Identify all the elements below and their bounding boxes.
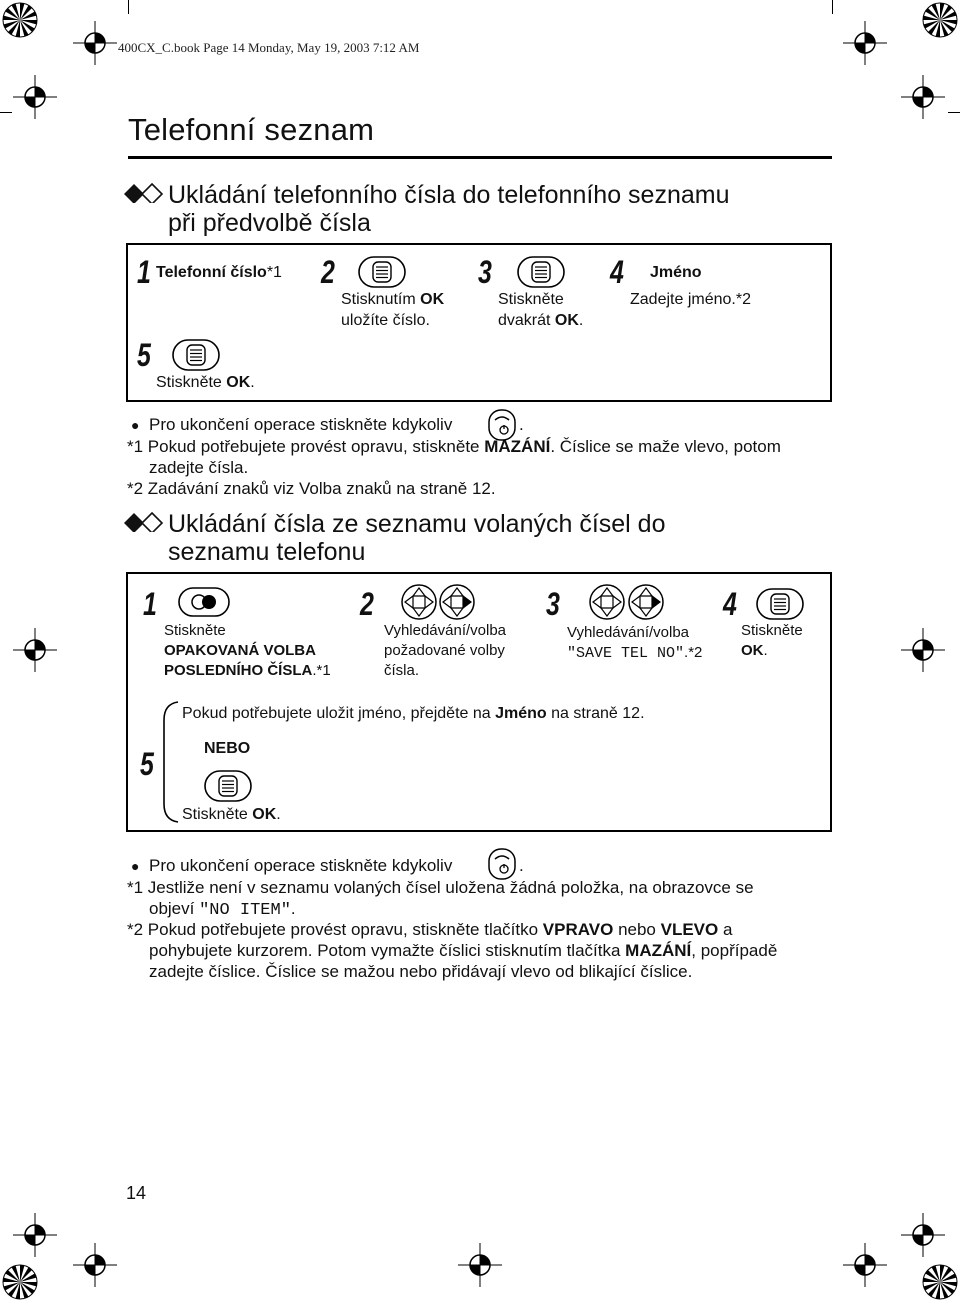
crosshair-registration-mark <box>840 18 890 68</box>
page-title: Telefonní seznam <box>128 112 375 147</box>
redial-key-icon <box>178 587 232 619</box>
sunburst-registration-mark <box>0 1262 40 1302</box>
section2-note-2: *2 Pokud potřebujete provést opravu, stiskněte tlačítko VPRAVO nebo VLEVO a <box>127 920 733 939</box>
section2-note-2-line3: zadejte číslice. Číslice se mažou nebo přidávají vlevo od blikající číslice. <box>149 962 693 981</box>
crosshair-registration-mark <box>840 1240 890 1290</box>
section2-note-1-line2: objeví "NO ITEM". <box>149 899 296 920</box>
section1-title-line2: při předvolbě čísla <box>168 209 371 237</box>
step-number: 1 <box>143 586 157 622</box>
section2-title-line2: seznamu telefonu <box>168 538 366 566</box>
step-number: 3 <box>478 254 492 290</box>
navigator-key-icon <box>438 583 476 621</box>
ok-key-icon <box>172 339 220 371</box>
double-diamond-icon <box>124 183 166 203</box>
section1-note-2: *2 Zadávání znaků viz Volba znaků na straně 12. <box>127 479 496 498</box>
step-number: 5 <box>137 337 151 373</box>
page-number: 14 <box>126 1183 147 1203</box>
section2-bullet-note: ● Pro ukončení operace stiskněte kdykoliv <box>131 856 453 875</box>
step-number: 4 <box>723 586 737 622</box>
crosshair-registration-mark <box>10 1210 60 1260</box>
section2-title <box>168 510 665 566</box>
ok-key-icon <box>756 588 804 620</box>
section1-note-1: *1 Pokud potřebujete provést opravu, stiskněte MAZÁNÍ. Číslice se maže vlevo, potom <box>127 437 781 456</box>
or-label: NEBO <box>204 740 251 757</box>
step-number: 5 <box>140 746 154 782</box>
off-hook-key-icon <box>488 848 516 880</box>
step5-text: Stiskněte OK. <box>156 374 255 391</box>
ok-key-icon <box>358 256 406 288</box>
section1-bullet-end: . <box>519 415 524 434</box>
s2-step2-text: Vyhledávání/volba požadované volby čísla. <box>384 622 507 679</box>
sunburst-registration-mark <box>920 1262 960 1302</box>
step-number: 2 <box>321 254 335 290</box>
step4-text: Zadejte jméno.*2 <box>630 291 751 308</box>
book-header: 400CX_C.book Page 14 Monday, May 19, 2003 7:12 AM <box>118 40 420 55</box>
s2-step3-text: Vyhledávání/volba "SAVE TEL NO".*2 <box>567 624 703 662</box>
crosshair-registration-mark <box>898 625 948 675</box>
step3-text: Stiskněte dvakrát OK. <box>498 291 584 329</box>
crosshair-registration-mark <box>10 625 60 675</box>
crosshair-registration-mark <box>455 1240 505 1290</box>
title-rule <box>128 156 832 159</box>
ok-key-icon <box>517 256 565 288</box>
section1-title <box>168 181 730 237</box>
option-brace <box>158 700 180 824</box>
crosshair-registration-mark <box>70 18 120 68</box>
section1-title-line1: Ukládání telefonního čísla do telefonního seznamu <box>168 181 730 209</box>
s2-step4-text: Stiskněte OK. <box>741 622 803 659</box>
step1-label: Telefonní číslo*1 <box>156 264 282 281</box>
navigator-key-icon <box>588 583 626 621</box>
s2-step5-option1: Pokud potřebujete uložit jméno, přejděte na Jméno na straně 12. <box>182 705 645 722</box>
crosshair-registration-mark <box>70 1240 120 1290</box>
s2-step5-option2: Stiskněte OK. <box>182 806 281 823</box>
section2-note-1: *1 Jestliže není v seznamu volaných čísel uložena žádná položka, na obrazovce se <box>127 878 754 897</box>
sunburst-registration-mark <box>920 0 960 40</box>
navigator-key-icon <box>627 583 665 621</box>
crosshair-registration-mark <box>898 72 948 122</box>
crosshair-registration-mark <box>898 1210 948 1260</box>
crosshair-registration-mark <box>10 72 60 122</box>
section2-note-2-line2: pohybujete kurzorem. Potom vymažte číslici stisknutím tlačítka MAZÁNÍ, popřípadě <box>149 941 778 960</box>
section1-bullet-note: ● Pro ukončení operace stiskněte kdykoliv <box>131 415 453 434</box>
step-number: 3 <box>546 586 560 622</box>
section1-note-1-line2: zadejte čísla. <box>149 458 249 477</box>
sunburst-registration-mark <box>0 0 40 40</box>
navigator-key-icon <box>400 583 438 621</box>
ok-key-icon <box>204 770 252 802</box>
section2-title-line1: Ukládání čísla ze seznamu volaných čísel do <box>168 510 666 538</box>
section2-bullet-end: . <box>519 856 524 875</box>
s2-step1-text: Stiskněte OPAKOVANÁ VOLBA POSLEDNÍHO ČÍSLA.*1 <box>164 622 331 679</box>
step4-label: Jméno <box>650 264 702 281</box>
step2-text: Stisknutím OK uložíte číslo. <box>341 291 445 329</box>
double-diamond-icon <box>124 512 166 532</box>
step-number: 1 <box>137 254 151 290</box>
step-number: 2 <box>360 586 374 622</box>
step-number: 4 <box>610 254 624 290</box>
